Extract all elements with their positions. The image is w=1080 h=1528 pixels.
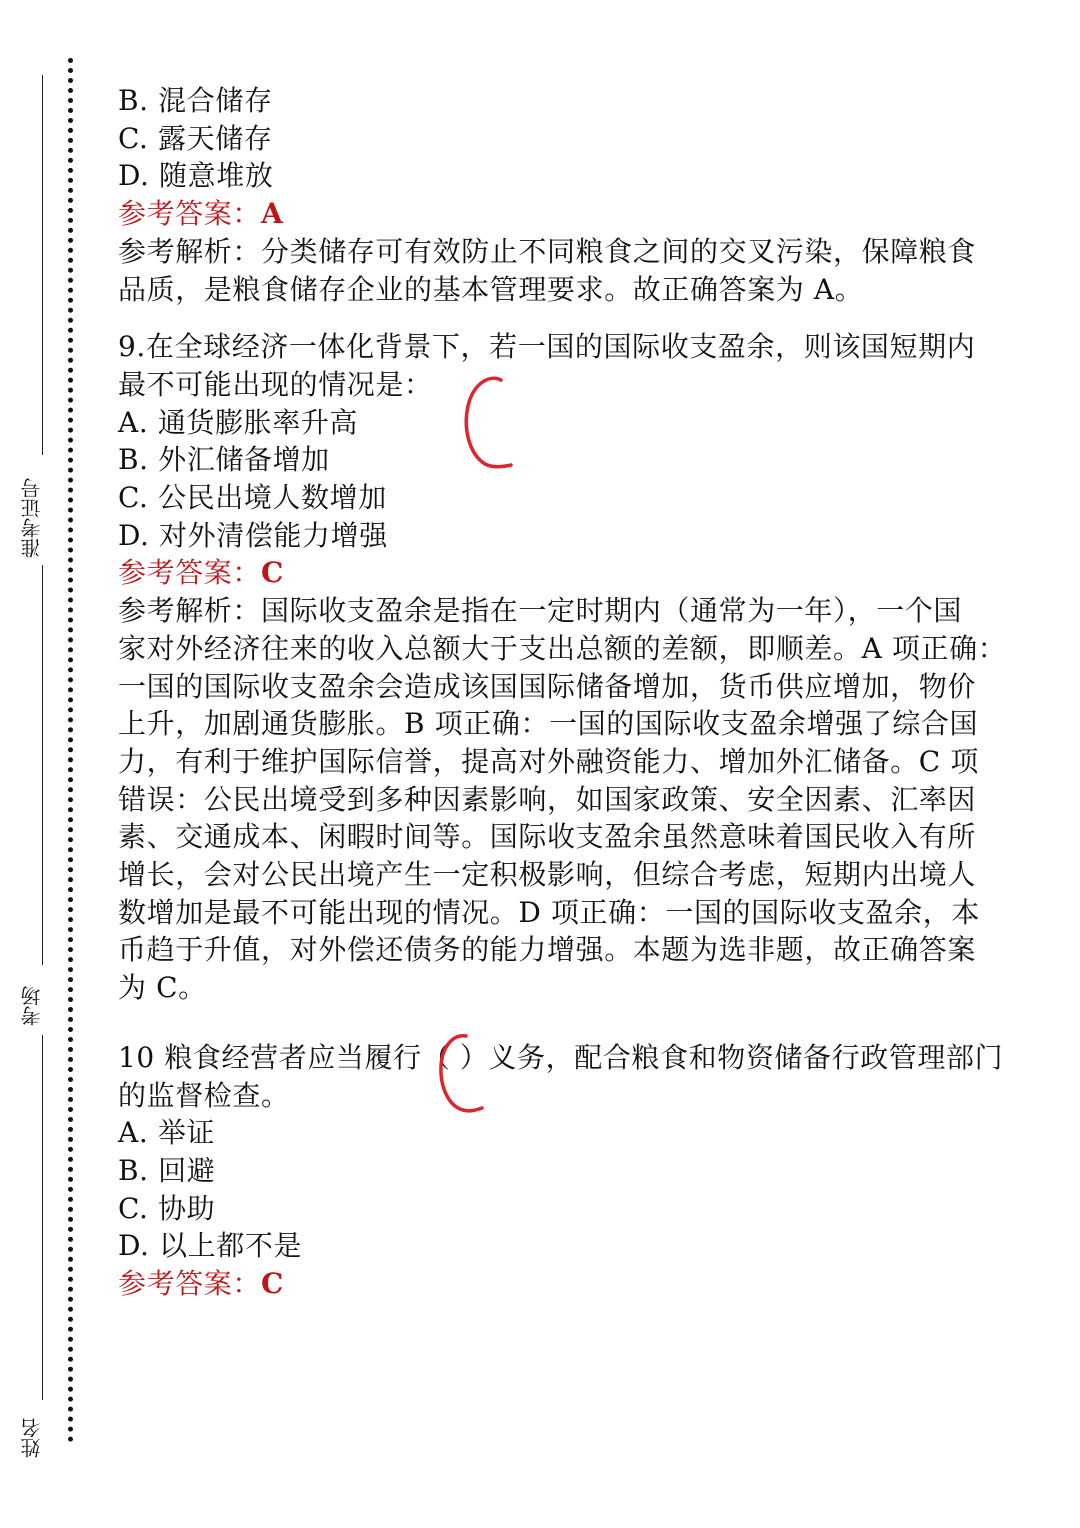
q9-explanation-line: 一国的国际收支盈余会造成该国国际储备增加，货币供应增加，物价 — [118, 669, 977, 703]
q10-option-c: C. 协助 — [118, 1191, 216, 1225]
q10-option-b: B. 回避 — [118, 1153, 216, 1187]
handwritten-c-mark-q10 — [430, 1030, 490, 1120]
margin-rule-middle — [42, 565, 43, 965]
q9-option-d: D. 对外清偿能力增强 — [118, 518, 388, 552]
margin-rule-bottom — [42, 1035, 43, 1400]
q9-explanation-line: 上升，加剧通货膨胀。B 项正确：一国的国际收支盈余增强了综合国 — [118, 707, 979, 741]
q9-explanation-line: 素、交通成本、闲暇时间等。国际收支盈余虽然意味着国民收入有所 — [118, 820, 977, 854]
q10-answer — [118, 1265, 1018, 1303]
answer-letter: A — [261, 197, 284, 231]
question-9 — [118, 328, 1018, 1007]
q8-option-b: B. 混合储存 — [118, 84, 273, 117]
question-8-tail — [118, 82, 1018, 308]
q8-answer — [118, 195, 1018, 233]
question-10 — [118, 1039, 1018, 1303]
q9-explanation-line: 家对外经济往来的收入总额大于支出总额的差额，即顺差。A 项正确： — [118, 631, 1007, 665]
q8-option-d: D. 随意堆放 — [118, 159, 274, 193]
answer-prefix: 参考答案： — [118, 197, 262, 231]
answer-prefix: 参考答案： — [118, 556, 262, 590]
q9-option-a: A. 通货膨胀率升高 — [118, 405, 359, 439]
q9-explanation-line: 为 C。 — [118, 971, 207, 1005]
q8-explanation-line: 品质，是粮食储存企业的基本管理要求。故正确答案为 A。 — [118, 272, 864, 306]
name-label: 姓名 — [20, 1418, 44, 1458]
exam-number-label: 准考证号 — [20, 478, 44, 558]
answer-letter: C — [261, 1267, 284, 1301]
q8-option-c: C. 露天储存 — [118, 121, 273, 155]
q9-explanation-line: 力，有利于维护国际信誉，提高对外融资能力、增加外汇储备。C 项 — [118, 744, 979, 778]
margin-rule-top — [42, 75, 43, 455]
q8-explanation-line: 参考解析：分类储存可有效防止不同粮食之间的交叉污染，保障粮食 — [118, 234, 977, 268]
answer-prefix: 参考答案： — [118, 1267, 262, 1301]
document-content — [118, 82, 1018, 1303]
q9-answer — [118, 554, 1018, 592]
q9-explanation-line: 数增加是最不可能出现的情况。D 项正确：一国的国际收支盈余，本 — [118, 895, 980, 929]
exam-room-label: 考场 — [20, 986, 44, 1026]
q9-explanation-line: 错误：公民出境受到多种因素影响，如国家政策、安全因素、汇率因 — [118, 782, 977, 816]
q9-explanation-line: 币趋于升值，对外偿还债务的能力增强。本题为选非题，故正确答案 — [118, 933, 977, 967]
q9-option-b: B. 外汇储备增加 — [118, 443, 330, 477]
q10-option-a: A. 举证 — [118, 1116, 216, 1150]
q9-explanation-line: 增长，会对公民出境产生一定积极影响，但综合考虑，短期内出境人 — [118, 858, 977, 892]
q10-option-d: D. 以上都不是 — [118, 1229, 303, 1263]
handwritten-c-mark-q9 — [455, 370, 525, 480]
tear-off-dotted-line — [68, 58, 73, 1443]
q9-explanation-line: 参考解析：国际收支盈余是指在一定时期内（通常为一年），一个国 — [118, 594, 963, 628]
q9-question-line: 9.在全球经济一体化背景下，若一国的国际收支盈余，则该国短期内 — [118, 330, 976, 364]
q10-question-line: 10 粮食经营者应当履行（ ）义务，配合粮食和物资储备行政管理部门 — [118, 1040, 1004, 1074]
binding-margin — [0, 0, 110, 1528]
q9-option-c: C. 公民出境人数增加 — [118, 481, 387, 515]
q10-question-line: 的监督检查。 — [118, 1078, 290, 1112]
q9-question-line: 最不可能出现的情况是： — [118, 367, 433, 401]
answer-letter: C — [261, 556, 284, 590]
